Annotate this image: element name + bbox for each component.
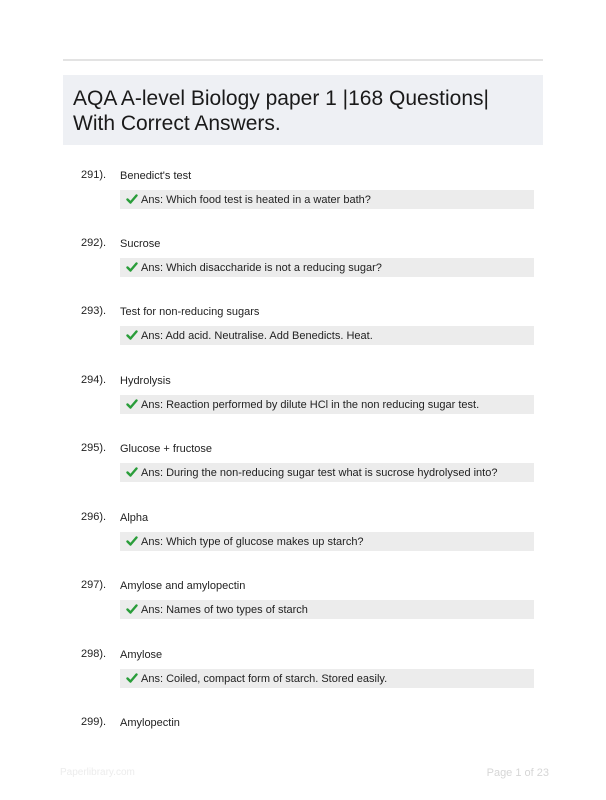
answer-text: Ans: Which type of glucose makes up starch? (141, 536, 364, 548)
question-item (0, 648, 606, 708)
answer-box (120, 463, 534, 482)
document-title: AQA A-level Biology paper 1 |168 Questions| With Correct Answers. (73, 87, 489, 135)
answer-text: Ans: Add acid. Neutralise. Add Benedicts. Heat. (141, 330, 373, 342)
question-number: 297). (81, 579, 107, 591)
question-item (0, 374, 606, 434)
answer-text: Ans: Which food test is heated in a water bath? (141, 194, 371, 206)
check-icon (126, 466, 138, 478)
question-number: 299). (81, 716, 107, 728)
answer-box (120, 190, 534, 209)
question-number: 292). (81, 237, 107, 249)
check-icon (126, 261, 138, 273)
question-term: Amylopectin (120, 717, 180, 729)
question-term: Glucose + fructose (120, 443, 213, 455)
answer-box (120, 669, 534, 688)
question-number: 293). (81, 305, 107, 317)
question-term: Test for non-reducing sugars (120, 306, 260, 318)
check-icon (126, 398, 138, 410)
check-icon (126, 193, 138, 205)
question-number: 291). (81, 169, 107, 181)
answer-text: Ans: Names of two types of starch (141, 604, 308, 616)
answer-box (120, 326, 534, 345)
answer-text: Ans: During the non-reducing sugar test what is sucrose hydrolysed into? (141, 467, 498, 479)
question-term: Alpha (120, 512, 149, 524)
check-icon (126, 672, 138, 684)
question-item (0, 237, 606, 297)
question-item (0, 305, 606, 365)
answer-box (120, 532, 534, 551)
question-number: 296). (81, 511, 107, 523)
question-item (0, 511, 606, 571)
check-icon (126, 535, 138, 547)
question-number: 294). (81, 374, 107, 386)
question-item (0, 169, 606, 229)
question-item (0, 442, 606, 502)
answer-text: Ans: Which disaccharide is not a reducing sugar? (141, 262, 382, 274)
page-indicator: Page 1 of 23 (486, 767, 549, 779)
answer-box (120, 600, 534, 619)
question-term: Amylose (120, 649, 163, 661)
question-term: Sucrose (120, 238, 161, 250)
question-number: 295). (81, 442, 107, 454)
question-term: Amylose and amylopectin (120, 580, 246, 592)
answer-text: Ans: Reaction performed by dilute HCl in the non reducing sugar test. (141, 399, 480, 411)
question-item (0, 579, 606, 639)
check-icon (126, 603, 138, 615)
answer-box (120, 258, 534, 277)
answer-text: Ans: Coiled, compact form of starch. Stored easily. (141, 673, 388, 685)
answer-box (120, 395, 534, 414)
question-item (0, 716, 606, 746)
question-number: 298). (81, 648, 107, 660)
question-term: Hydrolysis (120, 375, 171, 387)
footer-watermark: Paperlibrary.com (60, 767, 135, 778)
question-term: Benedict's test (120, 170, 192, 182)
check-icon (126, 329, 138, 341)
